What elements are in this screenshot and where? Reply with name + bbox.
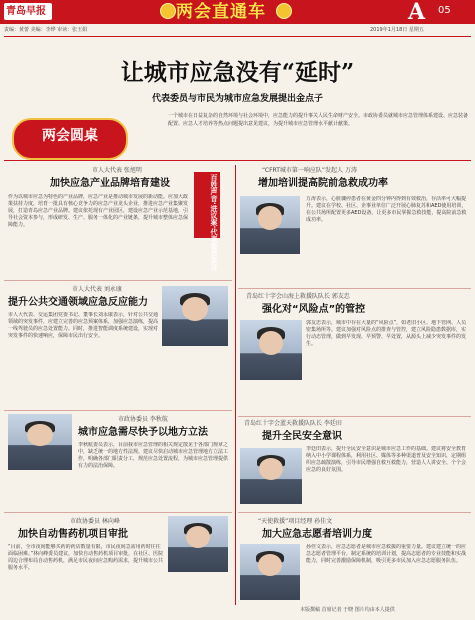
article-title: 强化对“风险点”的管控 <box>262 304 366 315</box>
article-byline: 市人大代表 张旭明 <box>92 167 142 174</box>
article-title: 城市应急需尽快予以地方立法 <box>78 427 208 438</box>
article-separator <box>4 280 232 281</box>
article-title: 提升全民安全意识 <box>262 431 342 442</box>
portrait-photo <box>240 448 302 504</box>
emblem-icon <box>276 3 292 19</box>
article-title: 加快应急产业品牌培育建设 <box>50 178 170 189</box>
article-body: 市人大代表、交运集团党委书记、董事长刘永康表示，针对公共交通领域的突发事件，应建立完善的应急预案体系，加强应急演练，提高一线驾驶员的应急处置能力。同时，推进智能调度系统建设，实现对突发事件的快速响应，保障市民出行安全。 <box>8 312 158 339</box>
article-byline: 青岛红十字会山海上救援队队长 郭友忠 <box>246 293 350 300</box>
article-title: 提升公共交通领域应急反应能力 <box>8 297 148 308</box>
vertical-banner-text: 百姓声音·进议案·代表委员发言 <box>210 174 218 271</box>
article-body: 孙佳文表示，应急志愿者是城市应急救援的重要力量。建议建立统一的应急志愿者管理平台，制定系统的培训计划，提高志愿者的专业技能和实战能力，同时完善激励保障机制，吸引更多市民加入应急志愿服务队伍。 <box>306 544 467 564</box>
article-separator <box>238 416 471 417</box>
page-headline: 让城市应急没有“延时” <box>120 59 355 86</box>
portrait-photo <box>8 414 72 470</box>
article-byline: “天使救援”项目经理 孙佳文 <box>258 518 333 525</box>
portrait-photo <box>240 320 302 380</box>
section-title: 两会直通车 <box>176 2 266 22</box>
portrait-photo <box>162 286 228 346</box>
article-title: 加大应急志愿者培训力度 <box>262 529 372 540</box>
portrait-photo <box>240 196 300 254</box>
article-body: 作为以城市应急为特色的产业品牌，应急产业是推动城市发展的新动能。应加大政策扶持力度，培育一批具有核心竞争力的应急产业龙头企业，推进应急产业集聚发展，打造青岛应急产业品牌。建议依托现有产业园区，建设应急产业示范基地，引导社会资本参与，形成研发、生产、服务一体化的产业链条，提升城市整体应急保障能力。 <box>8 194 188 228</box>
article-byline: 青岛红十字会蓝天救援队队长 李廷田 <box>244 420 342 427</box>
header-rule <box>4 36 471 37</box>
editor-credits: 责编：黄蕾 美编：李烨 审读：张玉娟 <box>4 27 88 33</box>
logo-text: 青岛早报 <box>6 6 46 17</box>
article-body: 万涛表示，心脏骤停患者在黄金四分钟内得到有效救治，存活率可大幅提升。建议在学校、社区、企事业单位广泛开展心肺复苏和AED使用培训，在公共场所配置更多AED设备，让更多市民掌握急救技能，提高院前急救成功率。 <box>306 196 467 223</box>
article-separator <box>238 512 471 513</box>
lead-paragraph: 一个城市在日益复杂的自然环境与社会环境中，应急能力的提升事关人民生命财产安全。市政协委员就城市应急管理体系建设、应急装备配置、应急人才培养等热点问题提出意见建议，为提升城市应急管理水平献计献策。 <box>168 113 469 127</box>
portrait-photo <box>240 544 300 600</box>
article-body: 李秋航委员表示，目前我市应急管理的相关规定散见于各部门规章之中，缺乏统一的地方性法规。建议尽快启动城市应急管理地方立法工作，明确各部门职责分工，规范应急处置流程，为城市应急管理提供有力的法治保障。 <box>78 442 228 469</box>
article-title: 加快自动售药机项目审批 <box>18 529 128 540</box>
article-title: 增加培训提高院前急救成功率 <box>258 178 388 189</box>
article-byline: “CFRT城市第一响应队”发起人 万涛 <box>262 167 357 174</box>
page-subheadline: 代表委员与市民为城市应急发展提出金点子 <box>151 94 323 104</box>
article-separator <box>4 512 232 513</box>
article-body: 郭友忠表示，城市中存在大量的“风险点”，如老旧小区、地下管网、人员密集场所等。建议加强对风险点的排查与管控，建立风险隐患数据库，实行动态管理，做到早发现、早预警、早处置，从源头上减少突发事件的发生。 <box>306 320 467 347</box>
page-letter: A <box>408 0 426 25</box>
article-byline: 市政协委员 林向峰 <box>70 518 120 525</box>
page-footer-credits: 本版撰稿 首席记者 于晓 图片均由本人提供 <box>300 607 395 613</box>
article-byline: 市政协委员 李秋航 <box>118 416 168 423</box>
article-byline: 市人大代表 刘永康 <box>72 286 122 293</box>
article-separator <box>238 288 471 289</box>
article-body: “目前，全市夜间能够买药的药店数量有限，市民夜间急需用药时往往面临困难。”林向峰委员建议，加快自动售药机项目审批，在社区、医院周边合理布局自动售药机，满足市民夜间应急购药需求，提升城市公共服务水平。 <box>8 544 164 571</box>
portrait-photo <box>168 516 228 572</box>
emblem-icon <box>160 3 176 19</box>
issue-date: 2019年1月18日 星期五 <box>370 27 424 33</box>
article-separator <box>4 410 232 411</box>
column-divider <box>235 165 236 605</box>
page-number: 05 <box>438 5 451 16</box>
section-divider <box>4 160 471 161</box>
article-body: 李廷田表示，提升全民安全意识是城市应急工作的基础。建议将安全教育纳入中小学课程体系，利用社区、媒体等多种渠道普及安全知识，定期组织应急疏散演练，引导市民增强自救互救能力，营造人人讲安全、个个会应急的良好氛围。 <box>306 446 467 473</box>
roundtable-seal-text: 两会圆桌 <box>42 128 98 144</box>
